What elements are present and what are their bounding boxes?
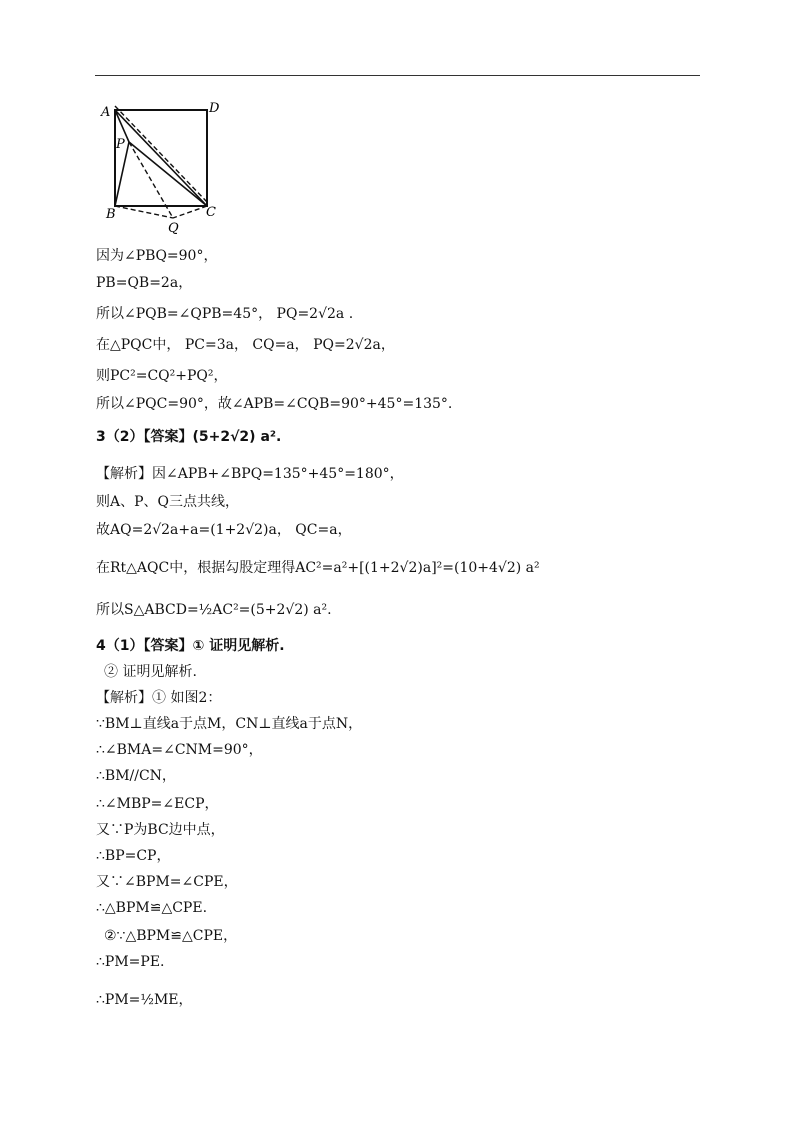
text-line: 在Rt△AQC中，根据勾股定理得AC²=a²+[(1+2√2)a]²=(10+4√2) a² (96, 560, 540, 576)
text-line: 则A、P、Q三点共线， (96, 494, 240, 510)
label-q: Q (168, 221, 179, 236)
label-a: A (101, 105, 111, 120)
text-line: 在△PQC中， PC=3a， CQ=a， PQ=2√2a， (96, 337, 395, 353)
label-p: P (116, 137, 125, 152)
text-line: ∴BM//CN， (96, 768, 176, 784)
label-c: C (206, 205, 216, 220)
segment-aq-dashed (115, 106, 207, 202)
segment-ac (115, 110, 207, 206)
text-line: ∴BP=CP， (96, 848, 171, 864)
text-line: 【解析】因∠APB+∠BPQ=135°+45°=180°， (96, 466, 404, 482)
text-line: ∴PM=½ME， (96, 992, 193, 1008)
text-line: ②∵△BPM≌△CPE， (104, 928, 238, 944)
text-line: 所以S△ABCD=½AC²=(5+2√2) a². (96, 602, 332, 618)
text-line: PB=QB=2a， (96, 275, 193, 291)
text-line: 又∵P为BC边中点， (96, 822, 225, 838)
label-b: B (106, 207, 116, 222)
text-line: 故AQ=2√2a+a=(1+2√2)a， QC=a， (96, 522, 352, 538)
text-line: 则PC²=CQ²+PQ²， (96, 368, 228, 384)
segment-bq-dashed (115, 206, 173, 218)
segment-cq-dashed (173, 206, 207, 218)
text-line: 所以∠PQB=∠QPB=45°， PQ=2√2a . (96, 306, 354, 322)
text-line: ∴∠BMA=∠CNM=90°， (96, 742, 263, 758)
text-line: ∴PM=PE. (96, 954, 165, 970)
header-rule (95, 75, 700, 76)
text-line: 【解析】① 如图2： (96, 690, 222, 706)
text-line: ∵BM⊥直线a于点M，CN⊥直线a于点N， (96, 716, 363, 732)
text-line: 因为∠PBQ=90°， (96, 248, 218, 264)
text-line: ② 证明见解析. (104, 664, 197, 680)
label-d: D (209, 101, 220, 116)
answer-line: 4（1）【答案】① 证明见解析. (96, 638, 285, 654)
text-line: 所以∠PQC=90°，故∠APB=∠CQB=90°+45°=135°. (96, 396, 453, 412)
answer-line: 3（2）【答案】(5+2√2) a². (96, 429, 282, 445)
geometry-figure (98, 98, 228, 238)
text-line: ∴△BPM≌△CPE. (96, 900, 208, 916)
text-line: ∴∠MBP=∠ECP， (96, 796, 219, 812)
segment-pc (129, 142, 207, 206)
text-line: 又∵∠BPM=∠CPE， (96, 874, 238, 890)
